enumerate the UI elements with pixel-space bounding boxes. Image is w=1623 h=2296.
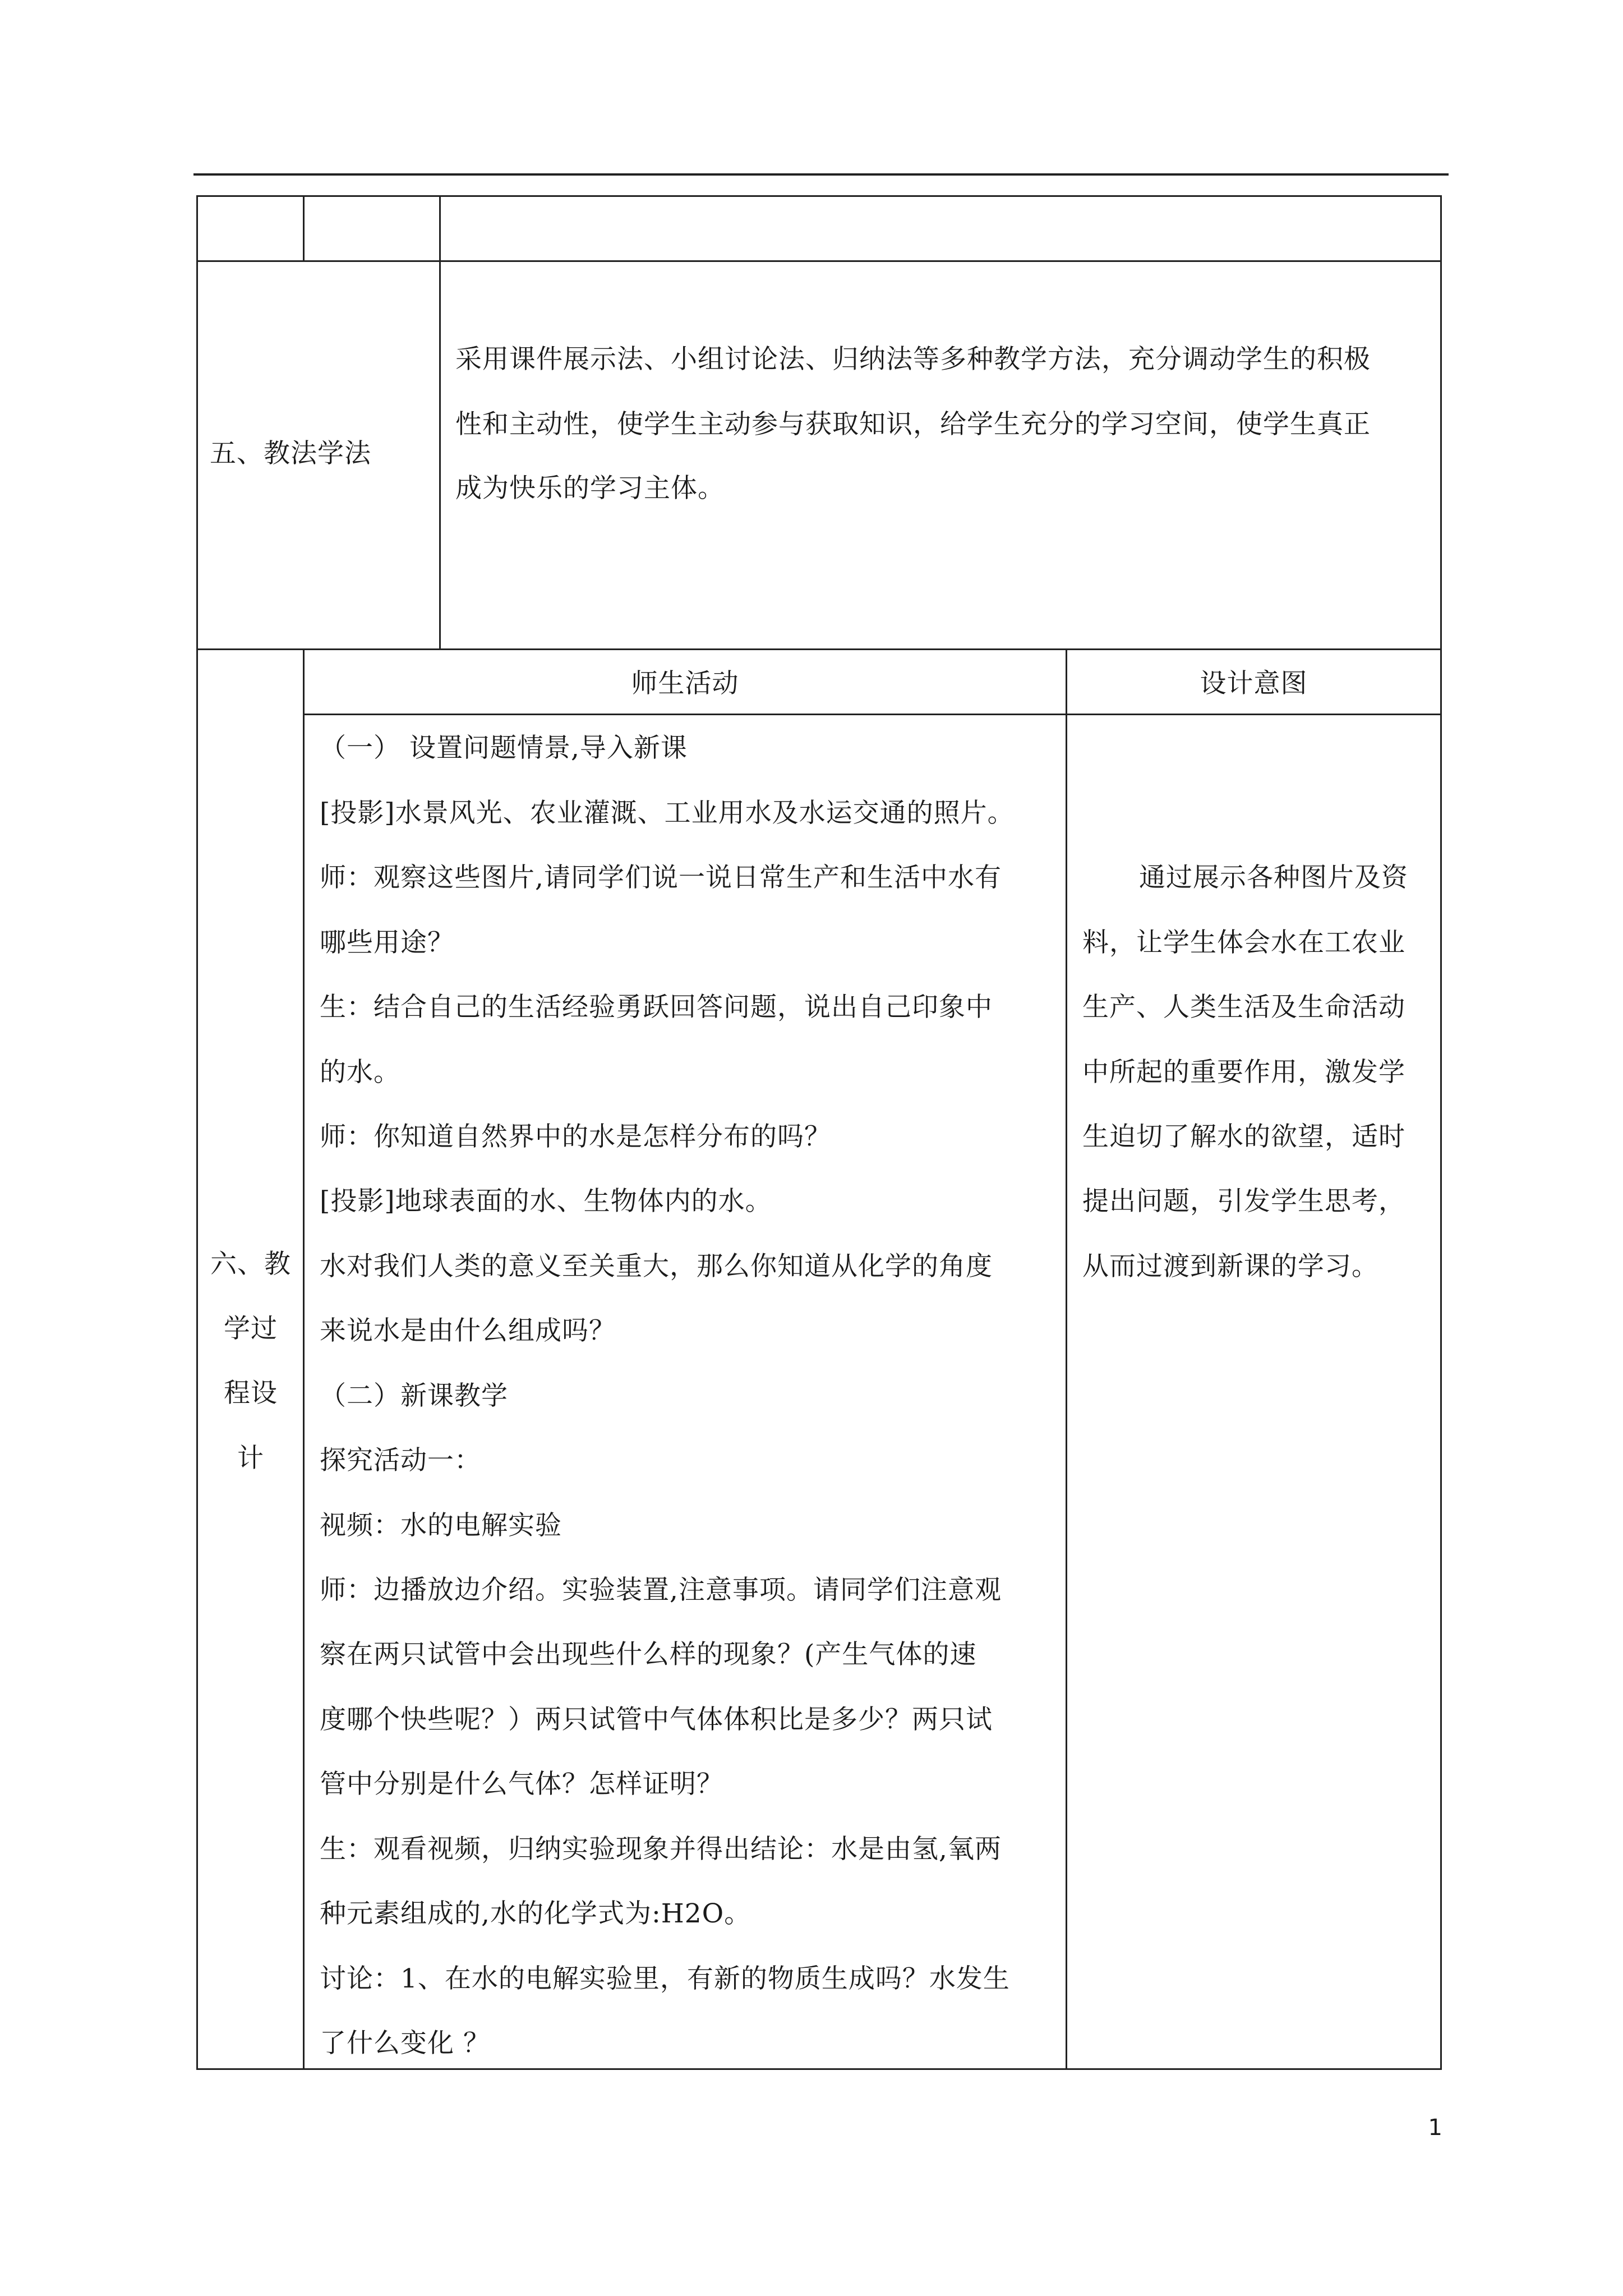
column-header-intent: 设计意图	[1200, 668, 1308, 699]
activity-line: 讨论：1、在水的电解实验里，有新的物质生成吗？水发生	[320, 1963, 1010, 1994]
activity-line: 生：结合自己的生活经验勇跃回答问题，说出自己印象中	[320, 992, 993, 1023]
activity-line: 度哪个快些呢？）两只试管中气体体积比是多少？两只试	[320, 1704, 993, 1735]
intent-line: 从而过渡到新课的学习。	[1082, 1251, 1378, 1282]
intent-line: 料，让学生体会水在工农业	[1082, 927, 1405, 958]
activity-line: 探究活动一：	[320, 1445, 481, 1476]
intent-line: 提出问题，引发学生思考，	[1082, 1186, 1405, 1217]
activity-line: 师：边播放边介绍。实验装置,注意事项。请同学们注意观	[320, 1575, 1002, 1605]
activity-line: 视频：水的电解实验	[320, 1510, 562, 1541]
section6-label-line: 六、教	[210, 1249, 291, 1280]
intent-line: 生产、人类生活及生命活动	[1082, 992, 1405, 1023]
activity-line: 了什么变化 ？	[320, 2028, 490, 2059]
section6-label-line: 程设	[224, 1378, 278, 1409]
activity-line: （二）新课教学	[320, 1381, 508, 1411]
activity-line: 水对我们人类的意义至关重大，那么你知道从化学的角度	[320, 1251, 993, 1282]
section6-label-line: 计	[237, 1443, 264, 1474]
activity-line: [投影]地球表面的水、生物体内的水。	[320, 1186, 772, 1217]
activity-line: 师：观察这些图片,请同学们说一说日常生产和生活中水有	[320, 862, 1002, 893]
intent-line: 中所起的重要作用，激发学	[1082, 1057, 1405, 1088]
activity-line: （一） 设置问题情景,导入新课	[320, 733, 688, 763]
activity-line: 来说水是由什么组成吗？	[320, 1315, 616, 1346]
page-number: 1	[1428, 2115, 1442, 2141]
column-header-activity: 师生活动	[631, 668, 739, 699]
activity-line: 种元素组成的,水的化学式为:H2O。	[320, 1898, 751, 1929]
intent-line: 生迫切了解水的欲望，适时	[1082, 1121, 1405, 1152]
section5-line: 采用课件展示法、小组讨论法、归纳法等多种教学方法，充分调动学生的积极	[455, 344, 1371, 375]
intent-line: 通过展示各种图片及资	[1139, 862, 1408, 893]
activity-line: [投影]水景风光、农业灌溉、工业用水及水运交通的照片。	[320, 798, 1015, 829]
activity-line: 管中分别是什么气体？怎样证明？	[320, 1769, 723, 1800]
activity-line: 生：观看视频，归纳实验现象并得出结论：水是由氢,氧两	[320, 1834, 1002, 1865]
activity-line: 察在两只试管中会出现些什么样的现象？(产生气体的速	[320, 1639, 977, 1670]
activity-line: 师：你知道自然界中的水是怎样分布的吗？	[320, 1121, 831, 1152]
section6-label-line: 学过	[224, 1313, 278, 1344]
section5-line: 性和主动性，使学生主动参与获取知识，给学生充分的学习空间，使学生真正	[455, 409, 1371, 440]
activity-line: 的水。	[320, 1057, 400, 1088]
header-rule	[193, 173, 1449, 176]
section5-label: 五、教法学法	[210, 438, 371, 469]
activity-line: 哪些用途？	[320, 927, 454, 958]
section5-line: 成为快乐的学习主体。	[455, 473, 725, 504]
